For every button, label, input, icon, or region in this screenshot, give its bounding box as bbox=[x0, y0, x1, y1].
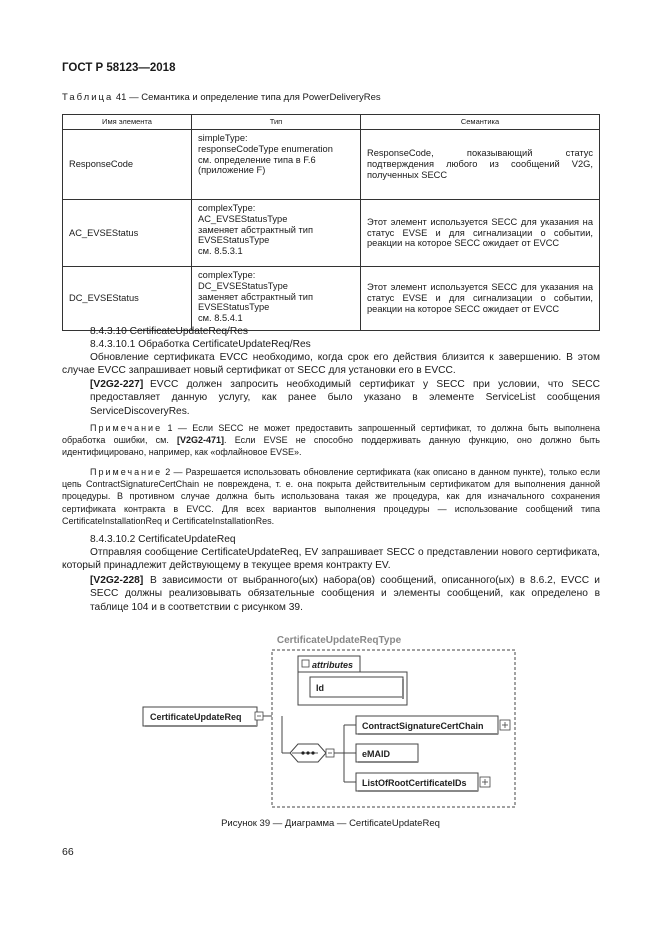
note-text: . Если EVSE не способно поддерживать данную функцию, оно должно быть идентифицировано, например, как «офлайновое EVSE». bbox=[62, 435, 600, 458]
child-label: ContractSignatureCertChain bbox=[362, 721, 484, 731]
cell-type bbox=[192, 130, 361, 200]
type-line: см. определение типа в F.6 bbox=[198, 154, 316, 165]
page-number: 66 bbox=[62, 846, 74, 858]
cell-semantics: Этот элемент используется SECC для указания на статус EVSE и для сигнализации о событии, реакции на которое SECC ожидает от EVCC bbox=[361, 200, 600, 267]
type-line: см. 8.5.3.1 bbox=[198, 246, 243, 257]
child-element-listofrootcertificateids bbox=[356, 773, 490, 791]
child-label: eMAID bbox=[362, 749, 391, 759]
page-header: ГОСТ Р 58123—2018 bbox=[62, 62, 176, 74]
root-element bbox=[143, 707, 263, 726]
type-line: DC_EVSEStatusType bbox=[198, 280, 288, 291]
type-line: см. 8.5.4.1 bbox=[198, 313, 243, 324]
note-1 bbox=[62, 422, 600, 459]
cell-semantics: ResponseCode, показывающий статус подтверждения любого из сообщений V2G, полученных SECC bbox=[361, 130, 600, 200]
table-caption-text: 41 — Семантика и определение типа для PowerDeliveryRes bbox=[113, 92, 381, 103]
root-element-label: CertificateUpdateReq bbox=[150, 712, 242, 722]
cell-name: DC_EVSEStatus bbox=[63, 267, 192, 331]
cell-name: AC_EVSEStatus bbox=[63, 200, 192, 267]
requirement-227 bbox=[90, 378, 600, 418]
requirement-label: [V2G2-228] bbox=[90, 575, 144, 586]
figure-caption: Рисунок 39 — Диаграмма — CertificateUpdateReq bbox=[221, 818, 440, 829]
col-header-name: Имя элемента bbox=[63, 115, 192, 130]
section-heading-8-4-3-10: 8.4.3.10 CertificateUpdateReq/Res bbox=[90, 326, 248, 337]
section-heading-8-4-3-10-2: 8.4.3.10.2 CertificateUpdateReq bbox=[90, 534, 236, 545]
type-name-label: CertificateUpdateReqType bbox=[276, 635, 402, 646]
sequence-compositor bbox=[290, 744, 334, 762]
type-line: complexType: bbox=[198, 203, 256, 213]
type-line: заменяет абстрактный тип bbox=[198, 224, 314, 235]
col-header-type: Тип bbox=[192, 115, 361, 130]
col-header-semantics: Семантика bbox=[361, 115, 600, 130]
requirement-228 bbox=[90, 574, 600, 614]
type-line: simpleType: bbox=[198, 133, 248, 143]
table-row bbox=[63, 130, 600, 200]
table-row bbox=[63, 200, 600, 267]
schema-diagram bbox=[0, 625, 661, 810]
table-header-row bbox=[63, 115, 600, 130]
semantics-table bbox=[62, 114, 600, 331]
table-caption-label: Таблица bbox=[62, 92, 114, 103]
attribute-id-label: Id bbox=[316, 683, 324, 693]
requirement-label: [V2G2-227] bbox=[90, 379, 144, 390]
cell-type bbox=[192, 200, 361, 267]
cell-type bbox=[192, 267, 361, 331]
type-line: responseCodeType enumeration bbox=[198, 143, 333, 154]
note-reference: [V2G2-471] bbox=[177, 435, 225, 446]
child-element-emaid bbox=[356, 744, 418, 762]
attributes-group bbox=[298, 656, 407, 705]
cell-semantics: Этот элемент используется SECC для указания на статус EVSE и для сигнализации о событии, реакции на которое SECC ожидает от EVCC bbox=[361, 267, 600, 331]
child-label: ListOfRootCertificateIDs bbox=[362, 778, 467, 788]
paragraph-request: Отправляя сообщение CertificateUpdateReq, EV запрашивает SECC о представлении нового сертификата, который принадлежит действующему в текущее время контракту EV. bbox=[62, 547, 600, 572]
section-heading-8-4-3-10-1: 8.4.3.10.1 Обработка CertificateUpdateReq/Res bbox=[90, 339, 311, 350]
requirement-text: В зависимости от выбранного(ых) набора(ов) сообщений, описанного(ых) в 8.6.2, EVCC и SECC должны реализовывать обязательные сообщения и элементы сообщений, как определено в таблице 104 и в соответствии с рисунком 39. bbox=[90, 575, 600, 613]
note-text: 1 — Если SECC не может предоставить запрошенный сертификат, то должна быть выполнена обработка ошибки, см. bbox=[62, 423, 600, 446]
note-text: 2 — Разрешается использовать обновление сертификата (как описано в данном пункте), только если цепь ContractSignatureCertChain не повреждена, т. е. она покрыта действительным сертификатом для выполнения данной процедуры. В противном случае должна быть использована такая же процедура, как для изначального сохранения сертификата контракта в EVCC. Для всех вариантов выполнения процедуры — использование сообщений типа CertificateInstallationReq и CertificateInstallationRes. bbox=[62, 467, 600, 526]
type-line: (приложение F) bbox=[198, 165, 266, 176]
type-line: заменяет абстрактный тип bbox=[198, 291, 314, 302]
type-line: EVSEStatusType bbox=[198, 235, 270, 246]
paragraph-update: Обновление сертификата EVCC необходимо, когда срок его действия близится к завершению. В этом случае EVCC запрашивает новый сертификат от SECC для установки его в EVCC. bbox=[62, 352, 600, 377]
note-2 bbox=[62, 466, 600, 527]
table-row bbox=[63, 267, 600, 331]
type-line: complexType: bbox=[198, 270, 256, 280]
requirement-text: EVCC должен запросить необходимый сертификат у SECC при условии, что SECC предоставляет данную услугу, как ранее было указано в элементе ServiceList сообщения ServiceDiscoveryRes. bbox=[90, 379, 600, 417]
note-label: Примечание bbox=[90, 467, 163, 477]
child-element-contractsignaturecertchain bbox=[356, 716, 510, 734]
type-line: EVSEStatusType bbox=[198, 302, 270, 313]
note-label: Примечание bbox=[90, 423, 163, 433]
attributes-label: attributes bbox=[312, 660, 354, 670]
table-caption bbox=[62, 92, 381, 103]
type-line: AC_EVSEStatusType bbox=[198, 213, 288, 224]
cell-name: ResponseCode bbox=[63, 130, 192, 200]
